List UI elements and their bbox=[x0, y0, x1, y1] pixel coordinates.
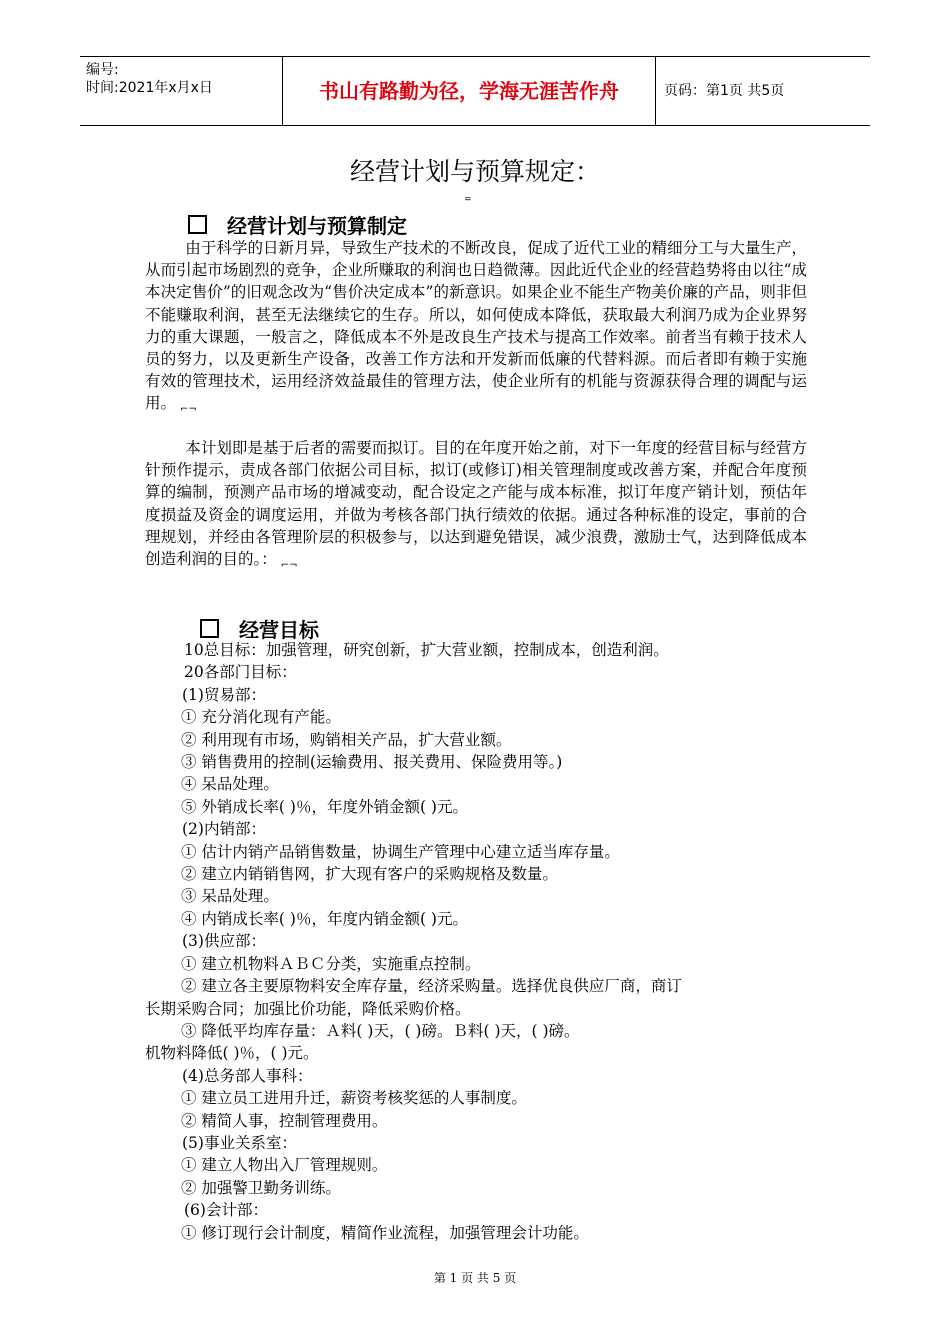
list-item: ① 充分消化现有产能。 bbox=[181, 708, 341, 727]
list-item: ② 建立各主要原物料安全库存量，经济采购量。选择优良供应厂商，商订 bbox=[181, 977, 682, 996]
list-item: ③ 降低平均库存量：Ａ料( )天，( )磅。Ｂ料( )天，( )磅。 bbox=[181, 1021, 580, 1040]
list-item: ④ 内销成长率( )％，年度内销金额( )元。 bbox=[181, 909, 468, 928]
page-footer: 第 1 页 共 5 页 bbox=[433, 1271, 517, 1285]
list-item: ⑤ 外销成长率( )％，年度外销金额( )元。 bbox=[181, 797, 468, 816]
time-label: 时间:2021年x月x日 bbox=[86, 80, 213, 96]
plan-paragraph-text: 本计划即是基于后者的需要而拟订。目的在年度开始之前，对下一年度的经营目标与经营方针预作提示，责成各部门依据公司目标，拟订(或修订)相关管理制度或改善方案，并配合年度预算的编制，预测产品市场的增减变动，配合设定之产能与成本标准，拟订年度产销计划，预估年度损益及资金的调度运用，并做为考核各部门执行绩效的依据。通过各种标准的设定，事前的合理规划，并经由各管理阶层的积极参与，以达到避免错误，减少浪费，激励士气，达到降低成本创造利润的目的。： bbox=[145, 439, 807, 569]
list-item: 20各部门目标： bbox=[184, 663, 297, 682]
list-item: ① 建立员工进用升迁，薪资考核奖惩的人事制度。 bbox=[181, 1089, 527, 1108]
section-heading-text: 经营计划与预算制定 bbox=[227, 214, 407, 238]
header-motto: 书山有路勤为径，学海无涯苦作舟 bbox=[282, 57, 656, 125]
paragraph-mark-icon: ⌐¬ bbox=[180, 404, 197, 416]
list-item: ② 精简人事，控制管理费用。 bbox=[181, 1111, 388, 1130]
list-item: ② 利用现有市场，购销相关产品，扩大营业额。 bbox=[181, 730, 512, 749]
header-page-code: 页码：第1页 共5页 bbox=[664, 83, 785, 99]
list-item: (2)内销部： bbox=[182, 820, 266, 839]
title-mark: = bbox=[464, 195, 472, 205]
list-item: 机物料降低( )％，( )元。 bbox=[145, 1044, 319, 1063]
list-item: 长期采购合同；加强比价功能，降低采购价格。 bbox=[145, 999, 471, 1018]
section-heading-planning bbox=[188, 210, 407, 239]
checkbox-icon bbox=[200, 619, 219, 638]
list-item: ② 加强警卫勤务训练。 bbox=[181, 1178, 341, 1197]
header-left bbox=[86, 57, 282, 129]
goals-list bbox=[145, 639, 825, 1244]
list-item: (6)会计部： bbox=[184, 1201, 268, 1220]
list-item: ② 建立内销销售网，扩大现有客户的采购规格及数量。 bbox=[181, 865, 558, 884]
list-item: ③ 呆品处理。 bbox=[181, 887, 279, 906]
list-item: ① 估计内销产品销售数量，协调生产管理中心建立适当库存量。 bbox=[181, 842, 620, 861]
checkbox-icon bbox=[188, 215, 207, 234]
list-item: (3)供应部： bbox=[182, 932, 266, 951]
list-item: (5)事业关系室： bbox=[182, 1133, 297, 1152]
list-item: ① 建立机物料ＡＢＣ分类，实施重点控制。 bbox=[181, 954, 481, 973]
list-item: ③ 销售费用的控制(运输费用、报关费用、保险费用等。) bbox=[181, 753, 563, 772]
list-item: (1)贸易部： bbox=[182, 685, 266, 704]
paragraph-mark-icon: ⌐¬ bbox=[280, 560, 298, 572]
number-label: 编号: bbox=[86, 62, 119, 78]
list-item: 10总目标：加强管理，研究创新，扩大营业额，控制成本，创造利润。 bbox=[184, 641, 669, 659]
intro-paragraph-text: 由于科学的日新月异，导致生产技术的不断改良，促成了近代工业的精细分工与大量生产，从而引起市场剧烈的竞争，企业所赚取的利润也日趋微薄。因此近代企业的经营趋势将由以往“成本决定售价”的旧观念改为“售价决定成本”的新意识。如果企业不能生产物美价廉的产品，则非但不能赚取利润，甚至无法继续它的生存。所以，如何使成本降低，获取最大利润乃成为企业界努力的重大课题，一般言之，降低成本不外是改良生产技术与提高工作效率。前者当有赖于技术人员的努力，以及更新生产设备，改善工作方法和开发新而低廉的代替料源。而后者即有赖于实施有效的管理技术，运用经济效益最佳的管理方法，使企业所有的机能与资源获得合理的调配与运用。 bbox=[145, 239, 807, 413]
plan-paragraph bbox=[145, 437, 807, 577]
list-item: ① 修订现行会计制度，精简作业流程，加强管理会计功能。 bbox=[181, 1223, 589, 1242]
section-heading-text: 经营目标 bbox=[239, 618, 319, 642]
list-item: (4)总务部人事科： bbox=[182, 1066, 313, 1085]
page-header bbox=[80, 56, 870, 126]
list-item: ① 建立人物出入厂管理规则。 bbox=[181, 1156, 388, 1175]
intro-paragraph bbox=[145, 237, 807, 422]
document-title: 经营计划与预算规定： bbox=[349, 157, 600, 186]
list-item: ④ 呆品处理。 bbox=[181, 775, 279, 794]
